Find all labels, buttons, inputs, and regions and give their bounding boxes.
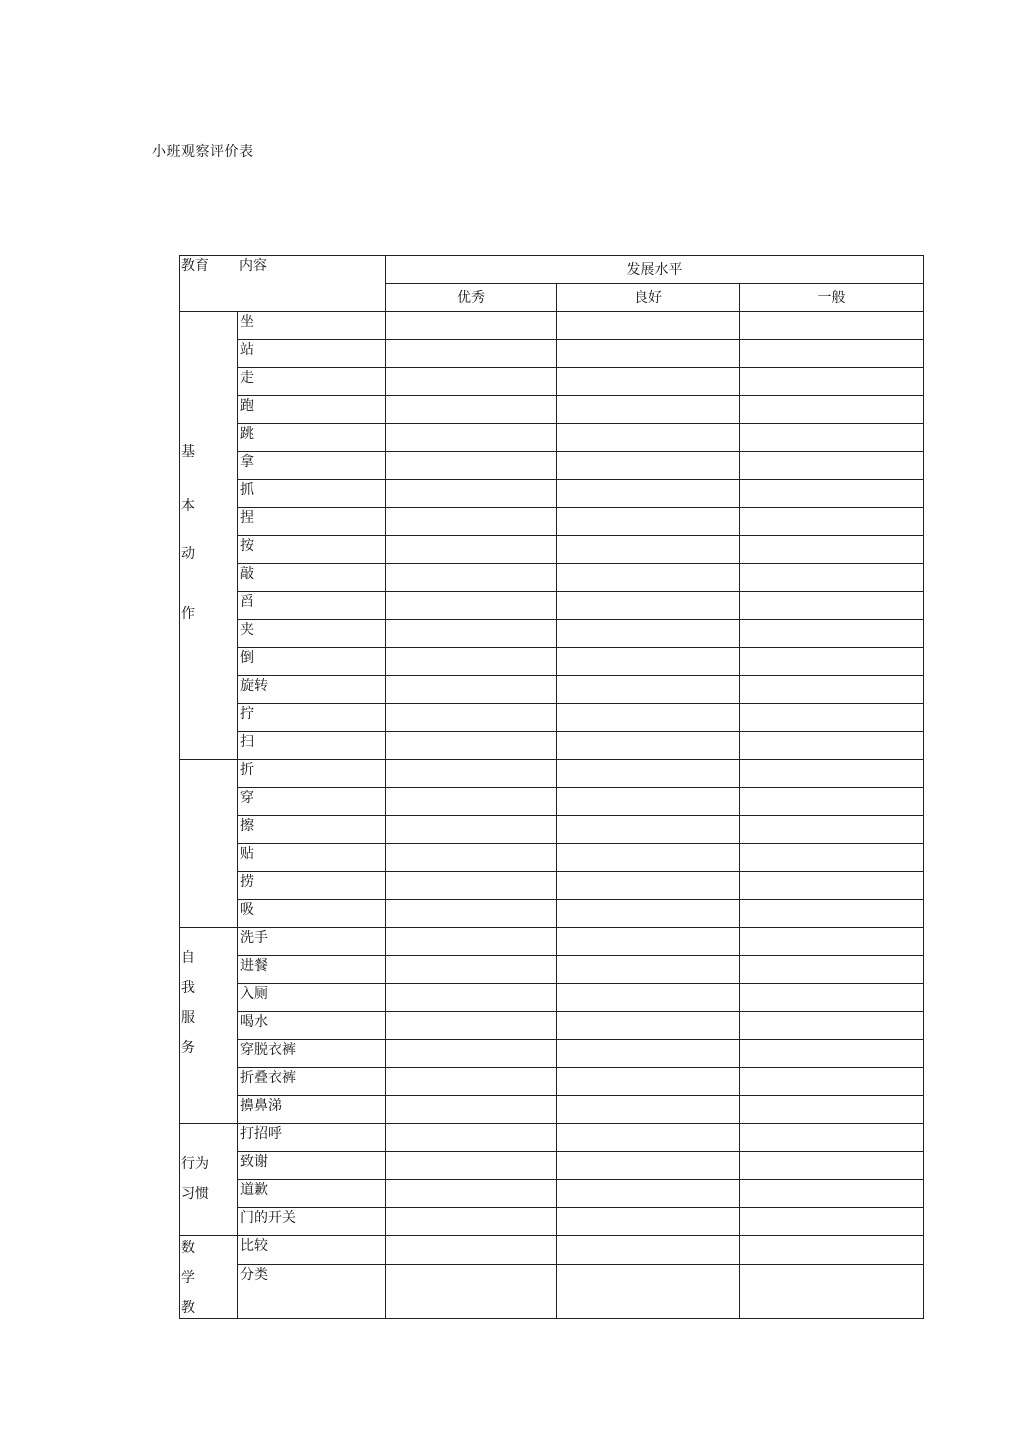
- rating-cell-excellent[interactable]: [386, 928, 557, 956]
- content-item: 坐: [238, 312, 386, 340]
- table-row: [180, 312, 924, 340]
- table-row: [180, 1180, 924, 1208]
- table-row: [180, 508, 924, 536]
- content-item: 致谢: [238, 1152, 386, 1180]
- table-row: [180, 480, 924, 508]
- table-row: [180, 928, 924, 956]
- rating-cell-excellent[interactable]: [386, 1236, 557, 1265]
- rating-cell-excellent[interactable]: [386, 340, 557, 368]
- table-row: [180, 872, 924, 900]
- content-item: 走: [238, 368, 386, 396]
- rating-cell-good[interactable]: [557, 592, 740, 620]
- rating-cell-average[interactable]: [740, 1180, 924, 1208]
- category-char: 习惯: [181, 1186, 209, 1202]
- table-row: [180, 368, 924, 396]
- header-development-level: 发展水平: [386, 256, 924, 284]
- rating-cell-average[interactable]: [740, 816, 924, 844]
- table-row: [180, 340, 924, 368]
- rating-cell-good[interactable]: [557, 424, 740, 452]
- header-education-label: 教育: [181, 258, 209, 274]
- rating-cell-average[interactable]: [740, 1068, 924, 1096]
- rating-cell-average[interactable]: [740, 788, 924, 816]
- rating-cell-average[interactable]: [740, 984, 924, 1012]
- category-char: 务: [181, 1040, 195, 1056]
- table-row: [180, 648, 924, 676]
- content-item: 倒: [238, 648, 386, 676]
- table-row: [180, 788, 924, 816]
- rating-cell-good[interactable]: [557, 564, 740, 592]
- content-item: 抓: [238, 480, 386, 508]
- rating-cell-average[interactable]: [740, 536, 924, 564]
- rating-cell-good[interactable]: [557, 508, 740, 536]
- category-cell: [180, 1124, 238, 1236]
- rating-cell-good[interactable]: [557, 956, 740, 984]
- evaluation-table: [179, 255, 924, 1319]
- rating-cell-excellent[interactable]: [386, 1208, 557, 1236]
- content-item: 旋转: [238, 676, 386, 704]
- content-item: 入厕: [238, 984, 386, 1012]
- content-item: 贴: [238, 844, 386, 872]
- rating-cell-average[interactable]: [740, 620, 924, 648]
- category-char: 学: [181, 1270, 195, 1286]
- table-row: [180, 396, 924, 424]
- rating-cell-average[interactable]: [740, 508, 924, 536]
- table-row: [180, 844, 924, 872]
- rating-cell-good[interactable]: [557, 844, 740, 872]
- category-cell: [180, 760, 238, 928]
- table-row: [180, 1096, 924, 1124]
- rating-cell-good[interactable]: [557, 1068, 740, 1096]
- rating-cell-average[interactable]: [740, 452, 924, 480]
- rating-cell-excellent[interactable]: [386, 508, 557, 536]
- rating-cell-good[interactable]: [557, 368, 740, 396]
- content-item: 擤鼻涕: [238, 1096, 386, 1124]
- category-char: 数: [181, 1240, 195, 1256]
- category-char: 自: [181, 950, 195, 966]
- rating-cell-excellent[interactable]: [386, 1152, 557, 1180]
- table-row: [180, 1152, 924, 1180]
- rating-cell-excellent[interactable]: [386, 844, 557, 872]
- rating-cell-good[interactable]: [557, 1236, 740, 1265]
- content-item: 拧: [238, 704, 386, 732]
- rating-cell-average[interactable]: [740, 1012, 924, 1040]
- content-item: 分类: [238, 1264, 386, 1318]
- header-level-average: 一般: [740, 284, 924, 312]
- rating-cell-average[interactable]: [740, 424, 924, 452]
- table-row: [180, 760, 924, 788]
- rating-cell-excellent[interactable]: [386, 1068, 557, 1096]
- rating-cell-average[interactable]: [740, 340, 924, 368]
- content-item: 折叠衣裤: [238, 1068, 386, 1096]
- rating-cell-average[interactable]: [740, 312, 924, 340]
- rating-cell-excellent[interactable]: [386, 648, 557, 676]
- rating-cell-good[interactable]: [557, 872, 740, 900]
- rating-cell-good[interactable]: [557, 732, 740, 760]
- category-char: 本: [181, 498, 195, 514]
- rating-cell-good[interactable]: [557, 984, 740, 1012]
- rating-cell-good[interactable]: [557, 452, 740, 480]
- rating-cell-excellent[interactable]: [386, 676, 557, 704]
- rating-cell-good[interactable]: [557, 676, 740, 704]
- document-title: 小班观察评价表: [152, 144, 254, 160]
- rating-cell-excellent[interactable]: [386, 760, 557, 788]
- rating-cell-excellent[interactable]: [386, 1040, 557, 1068]
- rating-cell-average[interactable]: [740, 648, 924, 676]
- table-row: [180, 620, 924, 648]
- rating-cell-excellent[interactable]: [386, 424, 557, 452]
- content-item: 道歉: [238, 1180, 386, 1208]
- rating-cell-average[interactable]: [740, 928, 924, 956]
- header-content-label: 内容: [239, 258, 267, 274]
- rating-cell-good[interactable]: [557, 312, 740, 340]
- rating-cell-excellent[interactable]: [386, 396, 557, 424]
- rating-cell-average[interactable]: [740, 1096, 924, 1124]
- rating-cell-good[interactable]: [557, 788, 740, 816]
- rating-cell-average[interactable]: [740, 1236, 924, 1265]
- rating-cell-excellent[interactable]: [386, 900, 557, 928]
- rating-cell-average[interactable]: [740, 760, 924, 788]
- rating-cell-excellent[interactable]: [386, 1124, 557, 1152]
- category-char: 我: [181, 980, 195, 996]
- category-char: 教: [181, 1300, 195, 1316]
- header-level-excellent: 优秀: [386, 284, 557, 312]
- table-row: [180, 956, 924, 984]
- rating-cell-excellent[interactable]: [386, 1012, 557, 1040]
- rating-cell-average[interactable]: [740, 1208, 924, 1236]
- rating-cell-good[interactable]: [557, 1096, 740, 1124]
- rating-cell-excellent[interactable]: [386, 872, 557, 900]
- table-row: [180, 1012, 924, 1040]
- table-row: [180, 1236, 924, 1265]
- category-cell: [180, 928, 238, 1124]
- content-item: 敲: [238, 564, 386, 592]
- table-row: [180, 1208, 924, 1236]
- rating-cell-good[interactable]: [557, 900, 740, 928]
- rating-cell-average[interactable]: [740, 480, 924, 508]
- content-item: 按: [238, 536, 386, 564]
- rating-cell-average[interactable]: [740, 1040, 924, 1068]
- rating-cell-good[interactable]: [557, 1208, 740, 1236]
- rating-cell-average[interactable]: [740, 564, 924, 592]
- header-edu-content-cell: [180, 256, 386, 312]
- rating-cell-excellent[interactable]: [386, 732, 557, 760]
- content-item: 跑: [238, 396, 386, 424]
- header-row-top: [180, 256, 924, 284]
- rating-cell-good[interactable]: [557, 1264, 740, 1318]
- content-item: 比较: [238, 1236, 386, 1265]
- table-row: [180, 676, 924, 704]
- rating-cell-good[interactable]: [557, 648, 740, 676]
- content-item: 夹: [238, 620, 386, 648]
- rating-cell-average[interactable]: [740, 900, 924, 928]
- rating-cell-excellent[interactable]: [386, 620, 557, 648]
- table-row: [180, 900, 924, 928]
- category-label: [181, 1124, 236, 1204]
- table-row: [180, 1264, 924, 1318]
- table-row: [180, 704, 924, 732]
- rating-cell-average[interactable]: [740, 844, 924, 872]
- table-row: [180, 1068, 924, 1096]
- content-item: 站: [238, 340, 386, 368]
- rating-cell-good[interactable]: [557, 816, 740, 844]
- rating-cell-excellent[interactable]: [386, 984, 557, 1012]
- content-item: 拿: [238, 452, 386, 480]
- table-row: [180, 1124, 924, 1152]
- rating-cell-excellent[interactable]: [386, 1180, 557, 1208]
- rating-cell-good[interactable]: [557, 1180, 740, 1208]
- content-item: 折: [238, 760, 386, 788]
- rating-cell-average[interactable]: [740, 1124, 924, 1152]
- content-item: 门的开关: [238, 1208, 386, 1236]
- rating-cell-excellent[interactable]: [386, 788, 557, 816]
- table-row: [180, 1040, 924, 1068]
- table-row: [180, 592, 924, 620]
- rating-cell-good[interactable]: [557, 928, 740, 956]
- rating-cell-good[interactable]: [557, 340, 740, 368]
- content-item: 穿脱衣裤: [238, 1040, 386, 1068]
- content-item: 穿: [238, 788, 386, 816]
- table-row: [180, 984, 924, 1012]
- table-row: [180, 564, 924, 592]
- rating-cell-average[interactable]: [740, 676, 924, 704]
- category-char: 服: [181, 1010, 195, 1026]
- category-label: [181, 312, 236, 624]
- rating-cell-good[interactable]: [557, 1012, 740, 1040]
- content-item: 进餐: [238, 956, 386, 984]
- rating-cell-average[interactable]: [740, 732, 924, 760]
- category-label: [181, 928, 236, 1058]
- content-item: 打招呼: [238, 1124, 386, 1152]
- category-char: 作: [181, 606, 195, 622]
- rating-cell-average[interactable]: [740, 956, 924, 984]
- category-label: [181, 1236, 236, 1318]
- rating-cell-excellent[interactable]: [386, 564, 557, 592]
- content-item: 洗手: [238, 928, 386, 956]
- rating-cell-average[interactable]: [740, 872, 924, 900]
- rating-cell-good[interactable]: [557, 536, 740, 564]
- category-cell: [180, 312, 238, 760]
- category-char: 行为: [181, 1156, 209, 1172]
- rating-cell-good[interactable]: [557, 396, 740, 424]
- rating-cell-average[interactable]: [740, 368, 924, 396]
- rating-cell-excellent[interactable]: [386, 704, 557, 732]
- rating-cell-excellent[interactable]: [386, 536, 557, 564]
- category-char: 基: [181, 444, 195, 460]
- content-item: 跳: [238, 424, 386, 452]
- rating-cell-good[interactable]: [557, 1040, 740, 1068]
- content-item: 扫: [238, 732, 386, 760]
- rating-cell-average[interactable]: [740, 1152, 924, 1180]
- rating-cell-good[interactable]: [557, 620, 740, 648]
- rating-cell-average[interactable]: [740, 1264, 924, 1318]
- content-item: 捞: [238, 872, 386, 900]
- rating-cell-average[interactable]: [740, 396, 924, 424]
- rating-cell-excellent[interactable]: [386, 1264, 557, 1318]
- content-item: 擦: [238, 816, 386, 844]
- rating-cell-excellent[interactable]: [386, 312, 557, 340]
- table-row: [180, 816, 924, 844]
- rating-cell-good[interactable]: [557, 1152, 740, 1180]
- table-row: [180, 732, 924, 760]
- content-item: 舀: [238, 592, 386, 620]
- content-item: 喝水: [238, 1012, 386, 1040]
- table-row: [180, 452, 924, 480]
- content-item: 吸: [238, 900, 386, 928]
- rating-cell-good[interactable]: [557, 1124, 740, 1152]
- rating-cell-excellent[interactable]: [386, 816, 557, 844]
- rating-cell-average[interactable]: [740, 704, 924, 732]
- table-row: [180, 536, 924, 564]
- rating-cell-good[interactable]: [557, 760, 740, 788]
- category-cell: [180, 1236, 238, 1319]
- rating-cell-good[interactable]: [557, 480, 740, 508]
- header-level-good: 良好: [557, 284, 740, 312]
- rating-cell-excellent[interactable]: [386, 592, 557, 620]
- table-row: [180, 424, 924, 452]
- rating-cell-excellent[interactable]: [386, 956, 557, 984]
- rating-cell-excellent[interactable]: [386, 1096, 557, 1124]
- category-char: 动: [181, 546, 195, 562]
- rating-cell-good[interactable]: [557, 704, 740, 732]
- rating-cell-excellent[interactable]: [386, 368, 557, 396]
- content-item: 捏: [238, 508, 386, 536]
- rating-cell-average[interactable]: [740, 592, 924, 620]
- rating-cell-excellent[interactable]: [386, 452, 557, 480]
- rating-cell-excellent[interactable]: [386, 480, 557, 508]
